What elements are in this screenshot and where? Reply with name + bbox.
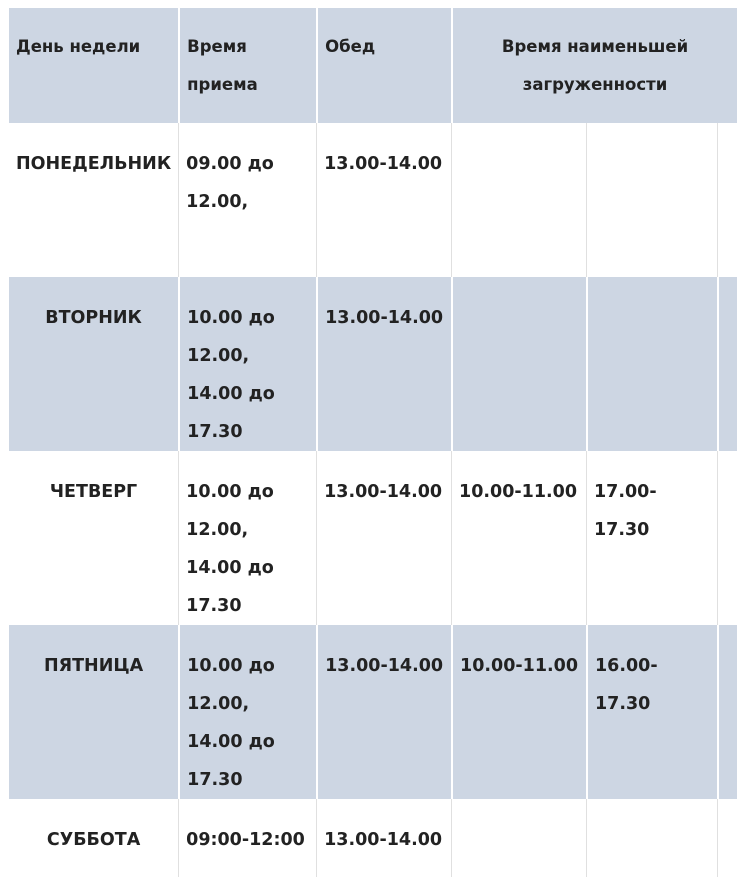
cell-lunch: 13.00-14.00 [316,625,451,799]
cell-spacer [717,625,737,799]
cell-spacer [717,277,737,451]
cell-low-load-1 [451,799,586,877]
cell-spacer [717,123,737,277]
table-row [9,625,737,799]
schedule-table [9,8,737,877]
cell-reception: 10.00 до 12.00, 14.00 до 17.30 [178,277,316,451]
header-reception: Время приема [178,8,316,123]
cell-low-load-2 [586,277,717,451]
cell-reception: 10.00 до 12.00, 14.00 до 17.30 [178,451,316,625]
cell-spacer [717,799,737,877]
header-day: День недели [9,8,178,123]
cell-lunch: 13.00-14.00 [316,277,451,451]
cell-lunch: 13.00-14.00 [316,123,451,277]
cell-low-load-2: 16.00-17.30 [586,625,717,799]
cell-day: ПЯТНИЦА [9,625,178,799]
cell-low-load-2: 17.00-17.30 [586,451,717,625]
cell-low-load-2 [586,799,717,877]
cell-spacer [717,451,737,625]
cell-day: СУББОТА [9,799,178,877]
cell-lunch: 13.00-14.00 [316,799,451,877]
header-low-load: Время наименьшей загруженности [451,8,737,123]
table-row [9,451,737,625]
cell-low-load-1 [451,277,586,451]
cell-day: ЧЕТВЕРГ [9,451,178,625]
cell-day: ПОНЕДЕЛЬНИК [9,123,178,277]
cell-lunch: 13.00-14.00 [316,451,451,625]
header-lunch: Обед [316,8,451,123]
cell-reception: 09.00 до 12.00, [178,123,316,277]
table-row [9,277,737,451]
table-row [9,123,737,277]
cell-reception: 10.00 до 12.00, 14.00 до 17.30 [178,625,316,799]
cell-low-load-2 [586,123,717,277]
table-row [9,799,737,877]
cell-day: ВТОРНИК [9,277,178,451]
cell-low-load-1: 10.00-11.00 [451,451,586,625]
cell-low-load-1 [451,123,586,277]
cell-reception: 09:00-12:00 [178,799,316,877]
cell-low-load-1: 10.00-11.00 [451,625,586,799]
header-row [9,8,737,123]
